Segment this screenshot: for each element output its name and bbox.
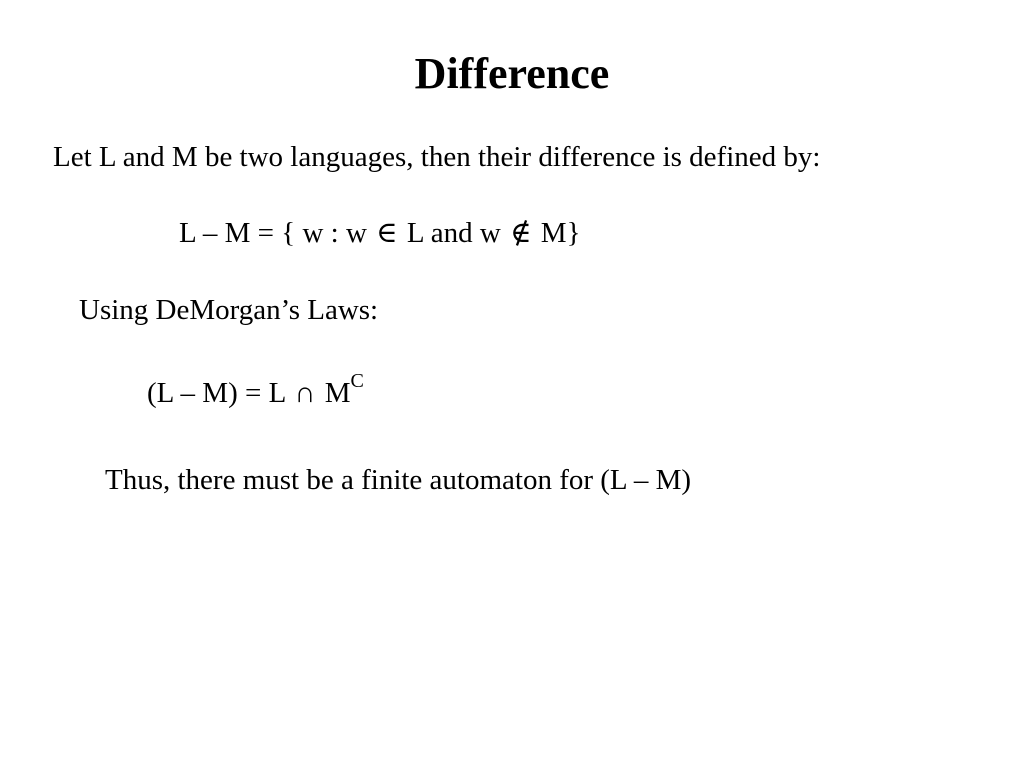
demorgan-label: Using DeMorgan’s Laws: — [79, 294, 379, 326]
definition-body-1: w : w — [302, 217, 367, 249]
identity-m: M — [324, 377, 351, 409]
slide-title: Difference — [414, 49, 610, 98]
not-element-of-symbol: ∉ — [510, 217, 532, 249]
intro-text: Let L and M be two languages, then their difference is defined by: — [53, 141, 821, 173]
complement-superscript: C — [350, 370, 364, 393]
definition-body-3: M} — [540, 217, 581, 249]
element-of-symbol: ∈ — [376, 217, 398, 249]
intersection-symbol: ∩ — [294, 377, 316, 409]
definition-lhs: L – M = { — [179, 217, 296, 249]
identity-lhs: (L – M) = L — [147, 377, 286, 409]
difference-definition — [179, 216, 581, 250]
demorgan-identity — [147, 370, 364, 410]
conclusion-text: Thus, there must be a finite automaton for (L – M) — [105, 464, 692, 496]
definition-body-2: L and w — [406, 217, 501, 249]
